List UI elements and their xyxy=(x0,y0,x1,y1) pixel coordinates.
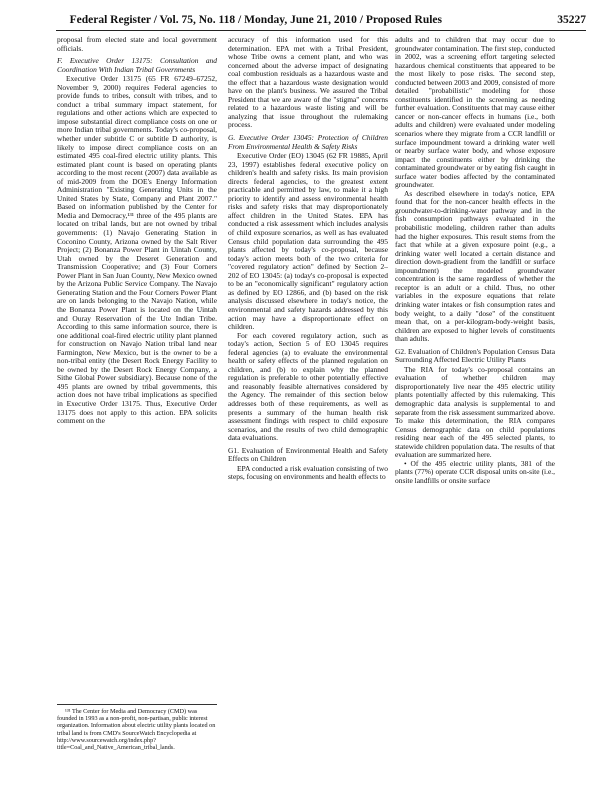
section-heading-g: G. Executive Order 13045: Protection of Children From Environmental Health & Safety Risks xyxy=(228,133,388,151)
column-right xyxy=(395,36,555,485)
paragraph: Executive Order 13175 (65 FR 67249–67252, November 9, 2000) requires Federal agencies to provide funds to tribes, consult with tribes, and to conduct a tribal summary impact statement, for regulations and other actions which are expected to impose substantial direct compliance costs on one or more Indian tribal governments. Today's co-proposal, whether under subtitle C or subtitle D authority, is likely to impose direct compliance costs on an estimated 495 coal-fired electric utility plants. This estimated plant count is based on operating plants according to the most recent (2007) data available as of mid-2009 from the DOE's Energy Information Administration "Existing Generating Units in the United States by State, Company and Plant 2007." Based on information published by the Center for Media and Democracy,¹³¹ three of the 495 plants are located on tribal lands, but are not owned by tribal governments: (1) Navajo Generating Station in Coconino County, Arizona owned by the Salt River Project; (2) Bonanza Power Plant in Uintah County, Utah owned by the Deseret Generation and Transmission Cooperative; and (3) Four Corners Power Plant in San Juan County, New Mexico owned by the Arizona Public Service Company. The Navajo Generating Station and the Four Corners Power Plant are on lands belonging to the Navajo Nation, while the Bonanza Power Plant is located on the Uintah and Ouray Reservation of the Ute Indian Tribe. According to this same information source, there is one additional coal-fired electric utility plant planned for construction on Navajo Nation tribal land near Farmington, New Mexico, but is the owner to be a non-tribal entity (the Desert Rock Energy Facility to be owned by the Desert Rock Energy Company, a Sithe Global Power subsidiary). Because none of the 495 plants are owned by tribal governments, this action does not have tribal implications as specified in Executive Order 13175. Thus, Executive Order 13175 does not apply to this action. EPA solicits comment on the xyxy=(57,74,217,426)
page-header xyxy=(0,0,602,28)
page-number: 35227 xyxy=(557,14,586,26)
section-heading-f: F. Executive Order 13175: Consultation and Coordination With Indian Tribal Governments xyxy=(57,56,217,74)
footnotes xyxy=(57,704,217,751)
running-title: Federal Register / Vol. 75, No. 118 / Monday, June 21, 2010 / Proposed Rules xyxy=(69,14,442,26)
column-left xyxy=(57,36,217,426)
paragraph: Executive Order (EO) 13045 (62 FR 19885, April 23, 1997) establishes federal executive policy on children's health and safety risks. Its main provision directs federal agencies, to the greatest extent practicable and permitted by law, to make it a high priority to identify and assess environmental health risks and safety risks that may disproportionately affect children in the United States. EPA has conducted a risk assessment which includes analysis of child exposure scenarios, as well as has evaluated Census child population data surrounding the 495 plants affected by today's co-proposal, because today's action meets both of the two criteria for "covered regulatory action" defined by Section 2–202 of EO 13045: (a) today's co-proposal is expected to be an "economically significant" regulatory action as defined by EO 12866, and (b) based on the risk analysis discussed elsewhere in today's notice, the environmental and safety hazards addressed by this action may have a disproportionate effect on children. xyxy=(228,151,388,332)
footnote: ¹³¹ The Center for Media and Democracy (CMD) was founded in 1993 as a non-profit, non-partisan, public interest organization. Information about electric utility plants located on tribal land is from CMD's SourceWatch Encyclopedia at http://www.sourcewatch.org/index.php?title=Coal_and_Native_American_tribal_lands. xyxy=(57,708,216,752)
section-heading-g2: G2. Evaluation of Children's Population Census Data Surrounding Affected Electric Utility Plants xyxy=(395,346,555,365)
paragraph: For each covered regulatory action, such as today's action, Section 5 of EO 13045 requires federal agencies (a) to evaluate the environmental health or safety effects of the planned regulation on children, and (b) to explain why the planned regulation is preferable to other potentially effective and reasonably feasible alternatives considered by the Agency. The remainder of this section below addresses both of these requirements, as well as presents a summary of the human health risk assessment findings with respect to child exposure scenarios, and the results of two child demographic data evaluations. xyxy=(228,330,388,443)
paragraph: EPA conducted a risk evaluation consisting of two steps, focusing on environments and health effects to xyxy=(228,463,388,482)
section-heading-g1: G1. Evaluation of Environmental Health and Safety Effects on Children xyxy=(228,445,388,464)
column-middle xyxy=(228,36,388,482)
paragraph: As described elsewhere in today's notice, EPA found that for the non-cancer health effects in the groundwater-to-drinking-water pathway and in the fish consumption pathways evaluated in the probabilistic modeling, children rather than adults had the higher exposures. This result stems from the fact that while at a given exposure point (e.g., a drinking water well located a certain distance and direction down-gradient from the landfill or surface impoundment) the modeled groundwater concentration is the same regardless of whether the receptor is an adult or a child. Thus, no other variables in the exposure equations that relate drinking water intakes or fish consumption rates and body weight, to a daily "dose" of the constituent mean that, on a per-kilogram-body-weight basis, children are exposed to higher levels of constituents than adults. xyxy=(395,188,555,344)
header-rule xyxy=(56,30,586,31)
paragraph: adults and to children that may occur due to groundwater contamination. The first step, conducted in 2002, was a screening effort targeting selected hazardous chemical constituents that appeared to be the most likely to pose risks. The second step, conducted between 2003 and 2009, consisted of more detailed "probabilistic" modeling for those constituents identified in the screening as needing further evaluation. Constituents that may cause either cancer or non-cancer effects in humans (i.e., both adults and children) were evaluated under modeling scenarios where they migrate from a CCR landfill or surface impoundment toward a drinking water well or nearby surface water body, and whose exposure impact the constituents either by drinking the contaminated groundwater or by eating fish caught in surface water bodies affected by the contaminated groundwater. xyxy=(395,35,555,190)
bullet-paragraph: • Of the 495 electric utility plants, 381 of the plants (77%) operate CCR disposal units on-site (i.e., onsite landfills or onsite surface xyxy=(395,458,555,485)
paragraph: The RIA for today's co-proposal contains an evaluation of whether children may disproportionately live near the 495 electric utility plants potentially affected by this rulemaking. This demographic data analysis is supplemental to and separate from the risk assessment summarized above. To make this determination, the RIA compares Census demographic data on child populations residing near each of the 495 selected plants, to statewide children population data. The results of that evaluation are summarized here. xyxy=(395,364,555,460)
paragraph: accuracy of this information used for this determination. EPA met with a Tribal President, whose Tribe owns a cement plant, and who was concerned about the adverse impact of designating coal combustion residuals as a hazardous waste and the effect that a hazardous waste designation would have on the plant's business. We assured the Tribal President that we are aware of the "stigma" concerns related to a hazardous waste listing and will be analyzing that issue throughout the rulemaking process. xyxy=(228,35,388,130)
paragraph: proposal from elected state and local government officials. xyxy=(57,35,217,53)
